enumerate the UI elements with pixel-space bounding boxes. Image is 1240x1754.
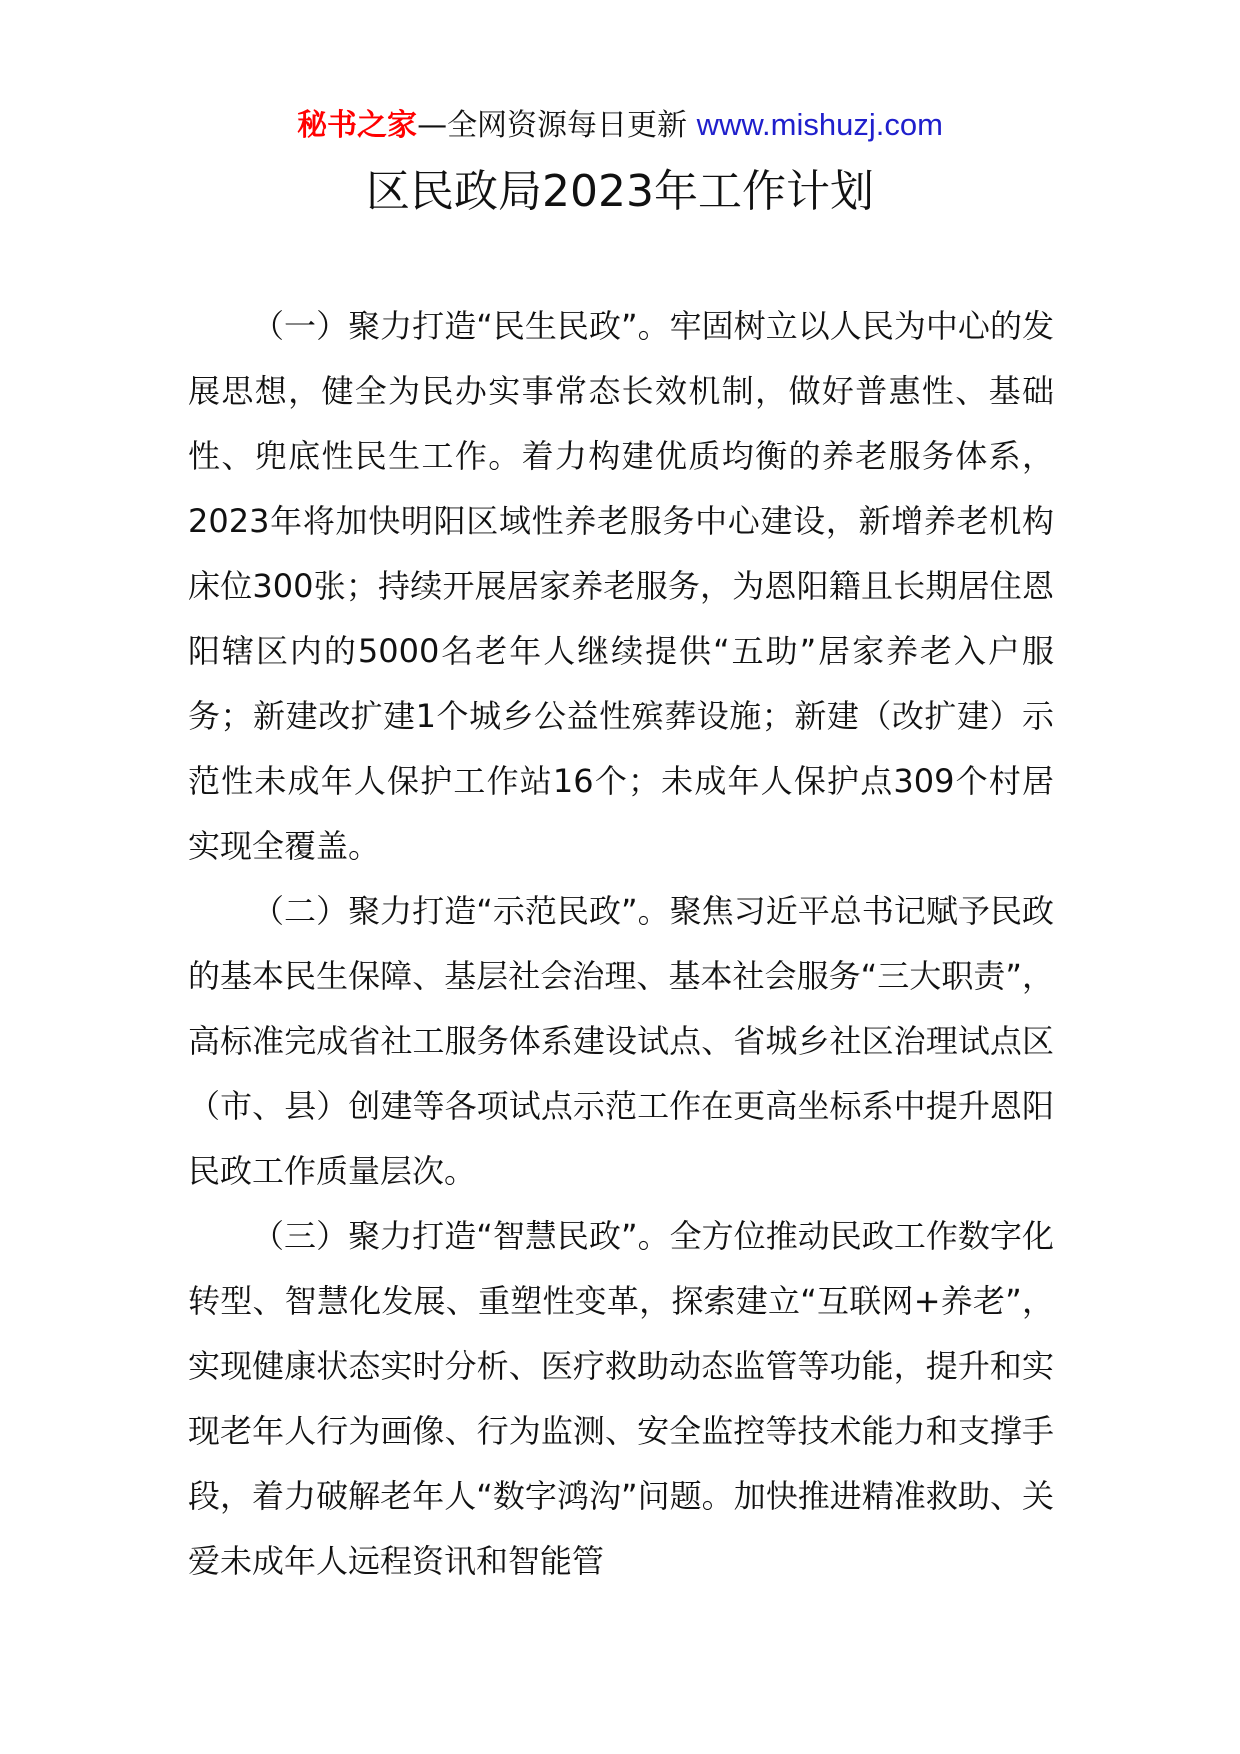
paragraph-1: （一）聚力打造“民生民政”。牢固树立以人民为中心的发展思想，健全为民办实事常态长效机制，做好普惠性、基础性、兜底性民生工作。着力构建优质均衡的养老服务体系，2023年将加快明阳区域性养老服务中心建设，新增养老机构床位300张；持续开展居家养老服务，为恩阳籍且长期居住恩阳辖区内的5000名老年人继续提供“五助”居家养老入户服务；新建改扩建1个城乡公益性殡葬设施；新建（改扩建）示范性未成年人保护工作站16个；未成年人保护点309个村居实现全覆盖。: [188, 307, 1054, 865]
paragraph-2: （二）聚力打造“示范民政”。聚焦习近平总书记赋予民政的基本民生保障、基层社会治理、基本社会服务“三大职责”，高标准完成省社工服务体系建设试点、省城乡社区治理试点区（市、县）创建等各项试点示范工作在更高坐标系中提升恩阳民政工作质量层次。: [188, 892, 1054, 1190]
header-slogan: —全网资源每日更新: [417, 108, 688, 143]
document-body: [188, 294, 1054, 1594]
brand-name: 秘书之家: [297, 108, 418, 143]
paragraph-3: （三）聚力打造“智慧民政”。全方位推动民政工作数字化转型、智慧化发展、重塑性变革，探索建立“互联网+养老”，实现健康状态实时分析、医疗救助动态监管等功能，提升和实现老年人行为画像、行为监测、安全监控等技术能力和支撑手段，着力破解老年人“数字鸿沟”问题。加快推进精准救助、关爱未成年人远程资讯和智能管: [188, 1217, 1054, 1580]
document-title: 区民政局2023年工作计划: [366, 166, 874, 217]
site-url-link[interactable]: www.mishuzj.com: [696, 107, 943, 142]
site-header-banner: [0, 103, 1240, 148]
